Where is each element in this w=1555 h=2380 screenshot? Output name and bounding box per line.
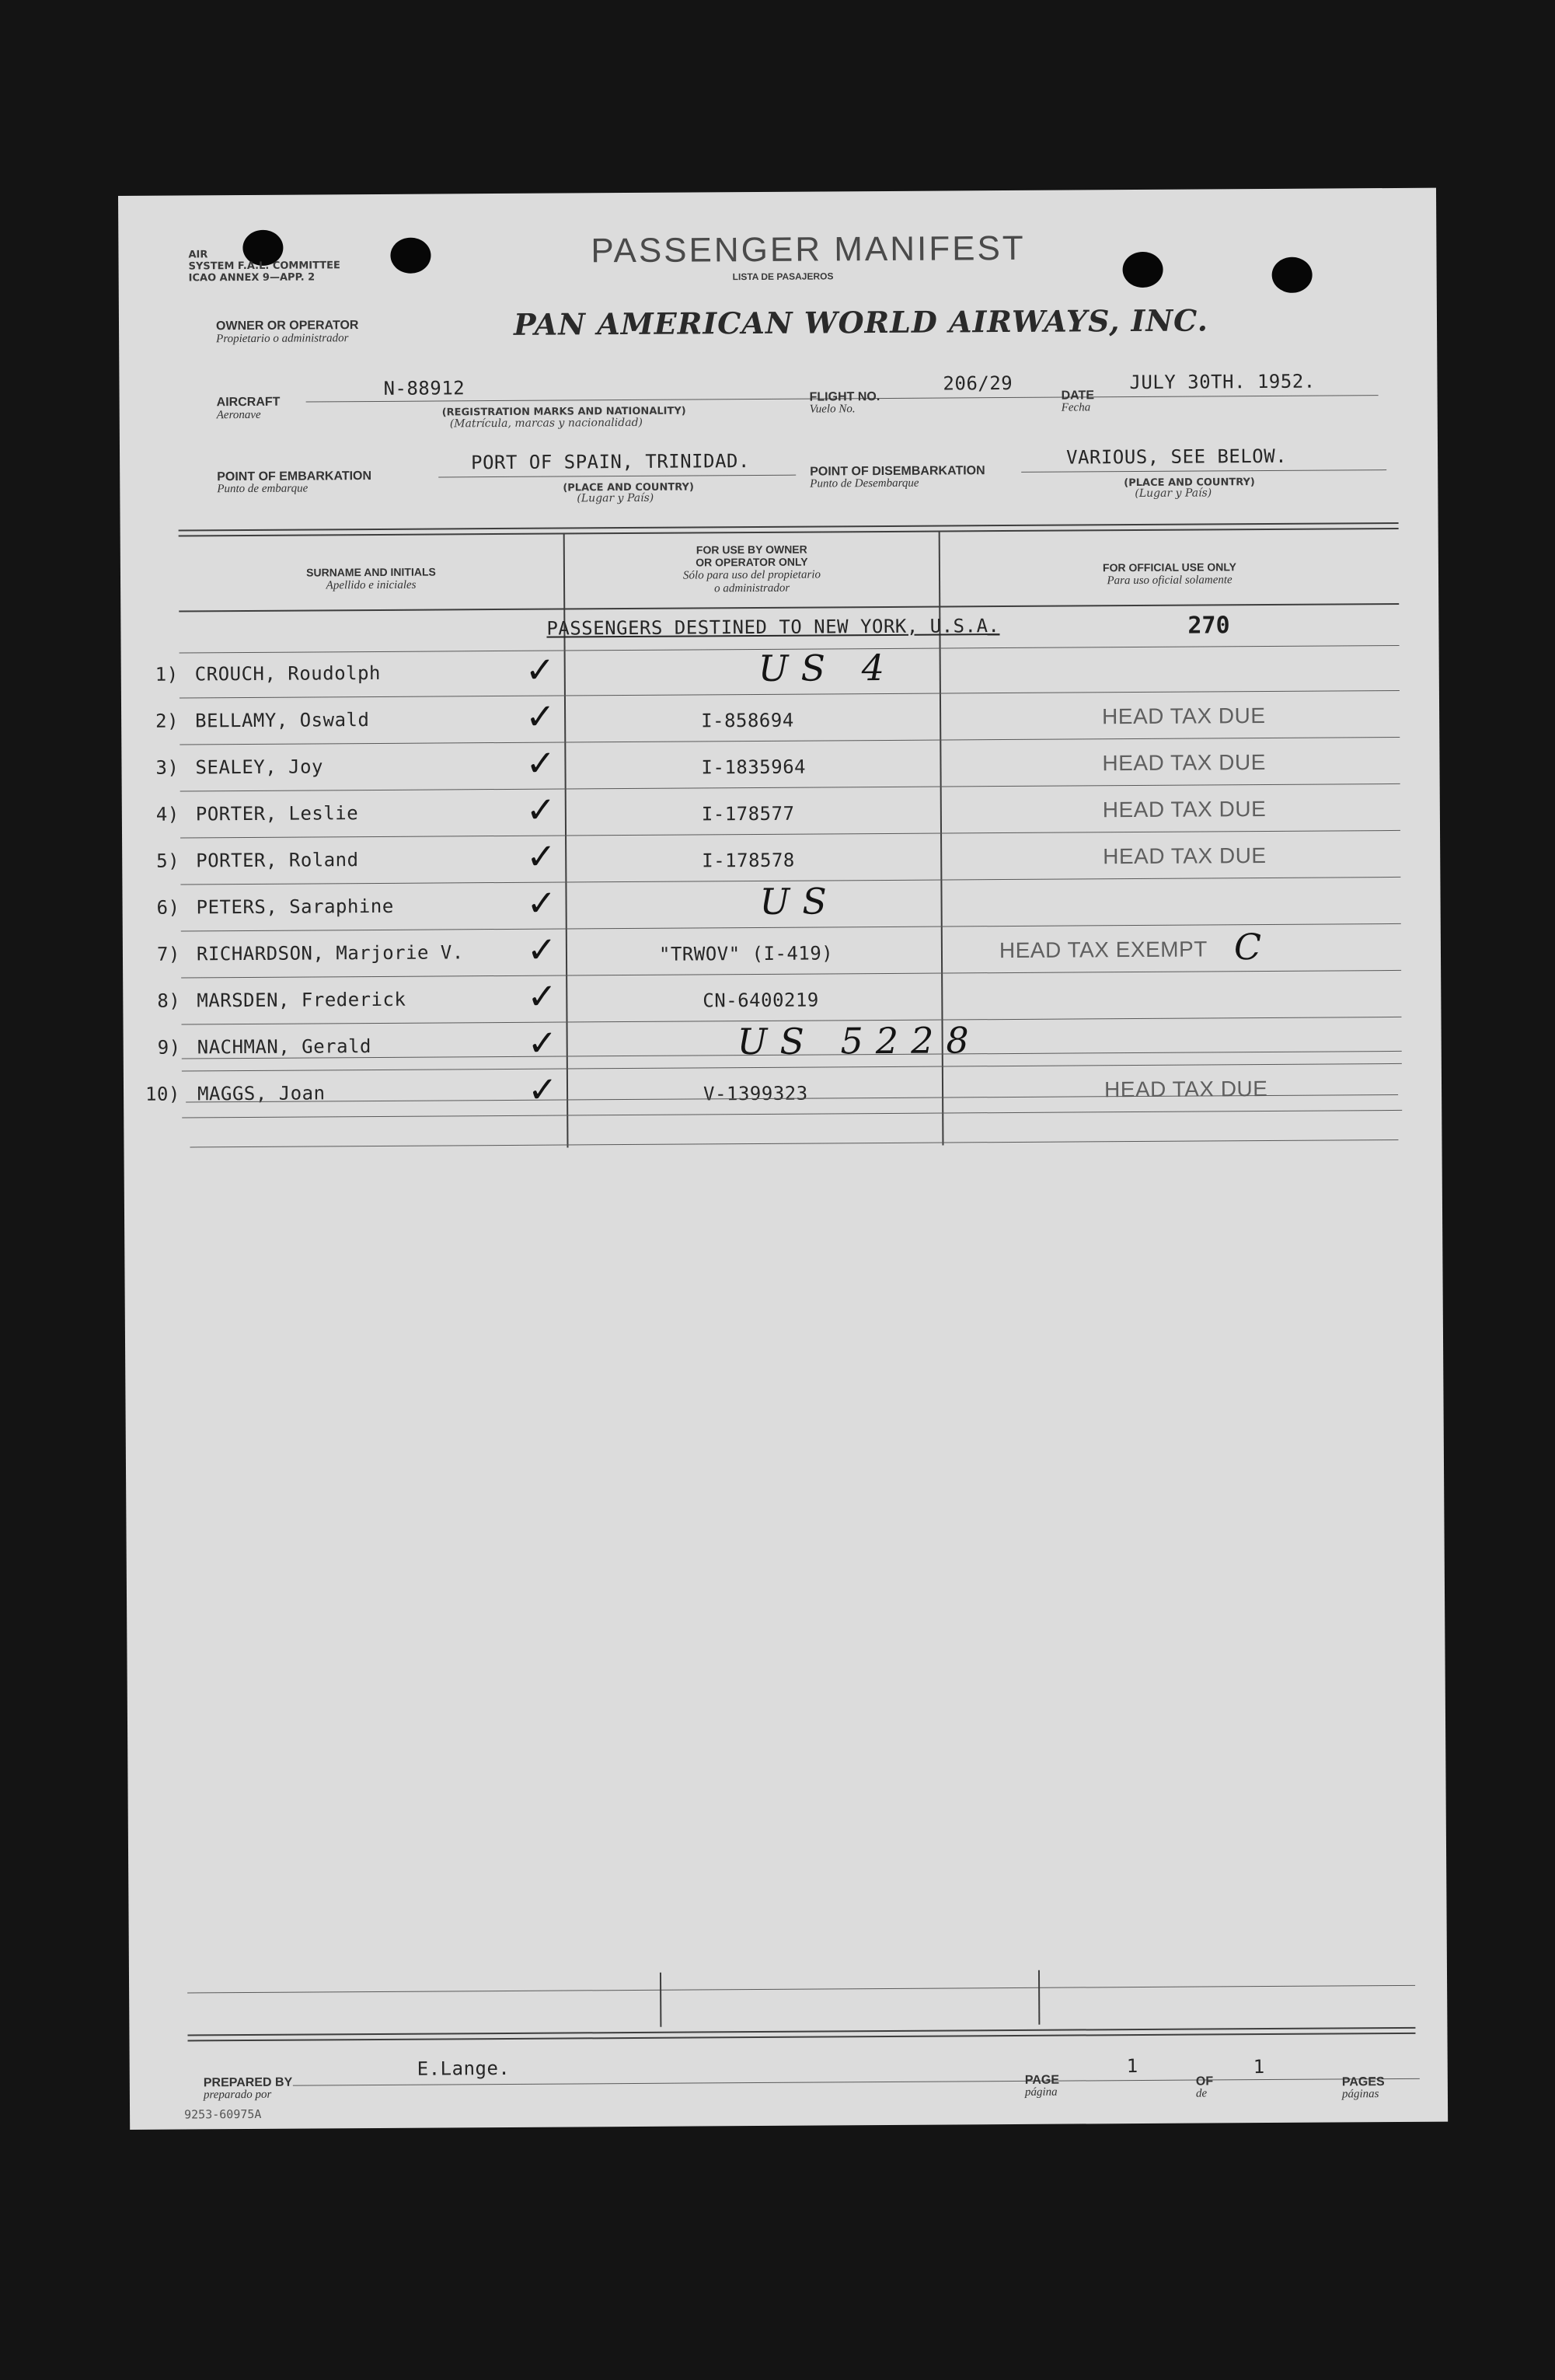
row-rule <box>181 923 1401 932</box>
passenger-name: NACHMAN, Gerald <box>197 1035 372 1059</box>
document-number: CN-6400219 <box>703 989 819 1012</box>
handwritten-note: US <box>759 880 840 923</box>
row-number: 5) <box>156 850 180 872</box>
row-rule <box>182 1063 1402 1072</box>
flight-label-es: Vuelo No. <box>809 403 856 416</box>
check-mark-icon: ✓ <box>525 695 556 738</box>
prepared-by-name: E.Lange. <box>417 2057 511 2080</box>
registration-caption: (REGISTRATION MARKS AND NATIONALITY) <box>441 405 686 419</box>
aircraft-label: AIRCRAFT <box>216 395 281 410</box>
row-number: 3) <box>155 756 180 779</box>
header-owner-use-es-line1: Sólo para uso del propietario <box>682 568 821 582</box>
manifest-sheet <box>118 188 1448 2130</box>
disembarkation-label-es: Punto de Desembarque <box>810 476 919 490</box>
embarkation-label-es: Punto de embarque <box>217 482 309 496</box>
embarkation-label: POINT OF EMBARKATION <box>217 469 372 484</box>
official-count: 270 <box>1187 612 1230 640</box>
row-number: 7) <box>156 943 180 965</box>
total-pages: 1 <box>1253 2056 1265 2078</box>
check-mark-icon: ✓ <box>526 835 556 878</box>
header-owner-use-line2: OR OPERATOR ONLY <box>696 555 808 569</box>
of-label: OF <box>1195 2075 1214 2089</box>
document-number: I-178578 <box>702 849 795 872</box>
disembarkation-label: POINT OF DISEMBARKATION <box>810 464 985 479</box>
head-tax-stamp: HEAD TAX DUE <box>1103 843 1267 869</box>
row-number: 2) <box>155 710 180 732</box>
check-mark-icon: ✓ <box>525 788 556 831</box>
document-number: I-858694 <box>701 709 794 732</box>
check-mark-icon: ✓ <box>527 975 558 1017</box>
passenger-name: RICHARDSON, Marjorie V. <box>196 941 464 965</box>
row-rule <box>182 1110 1402 1118</box>
header-owner-use <box>565 543 939 596</box>
form-subtitle: LISTA DE PASAJEROS <box>732 270 834 283</box>
passenger-name: CROUCH, Roudolph <box>194 661 382 686</box>
head-tax-stamp: HEAD TAX DUE <box>1102 796 1267 822</box>
check-mark-icon: ✓ <box>527 1021 558 1064</box>
check-mark-icon: ✓ <box>525 742 556 784</box>
page-label-es: página <box>1024 2085 1058 2099</box>
disembarkation-caption: (PLACE AND COUNTRY) <box>1124 476 1255 490</box>
header-surname-text-es: Apellido e iniciales <box>326 578 417 592</box>
destination-line: PASSENGERS DESTINED TO NEW YORK, U.S.A. <box>546 615 1000 640</box>
form-reference-line-2: SYSTEM F.A.L. COMMITTEE <box>188 260 340 273</box>
registration-caption-es: (Matrícula, marcas y nacionalidad) <box>449 416 643 431</box>
passenger-name: SEALEY, Joy <box>195 756 324 779</box>
prepared-by-label: PREPARED BY <box>203 2075 293 2090</box>
page-number: 1 <box>1126 2055 1138 2078</box>
embarkation-point: PORT OF SPAIN, TRINIDAD. <box>471 450 750 474</box>
passenger-name: PORTER, Roland <box>196 849 359 872</box>
date-label: DATE <box>1061 389 1095 403</box>
aircraft-label-es: Aeronave <box>216 408 261 422</box>
passenger-name: BELLAMY, Oswald <box>195 709 370 732</box>
header-official-use <box>940 560 1399 588</box>
form-reference-line-3: ICAO ANNEX 9—APP. 2 <box>188 271 316 284</box>
head-tax-stamp: HEAD TAX DUE <box>1102 749 1266 776</box>
row-number: 1) <box>155 663 179 686</box>
row-number: 6) <box>156 896 180 919</box>
row-rule <box>180 783 1400 792</box>
header-official-use-text: FOR OFFICIAL USE ONLY <box>1102 560 1236 574</box>
page-label: PAGE <box>1024 2073 1060 2087</box>
punch-hole <box>1272 257 1313 293</box>
handwritten-note: US 5228 <box>737 1019 981 1063</box>
form-code: 9253-60975A <box>184 2106 262 2122</box>
flight-number: 206/29 <box>943 372 1013 395</box>
passenger-name: MARSDEN, Frederick <box>197 988 406 1012</box>
check-mark-icon: ✓ <box>526 881 557 924</box>
disembarkation-caption-es: (Lugar y País) <box>1135 487 1212 501</box>
pages-label: PAGES <box>1341 2075 1385 2089</box>
head-tax-stamp: HEAD TAX EXEMPT <box>999 937 1208 963</box>
row-number: 4) <box>155 803 180 825</box>
row-rule <box>180 690 1400 699</box>
row-rule <box>180 737 1400 745</box>
passenger-name: MAGGS, Joan <box>197 1082 326 1105</box>
check-mark-icon: ✓ <box>527 1068 558 1111</box>
check-mark-icon: ✓ <box>526 928 557 971</box>
form-title: PASSENGER MANIFEST <box>591 229 1026 270</box>
document-number: V-1399323 <box>703 1082 808 1105</box>
header-official-use-text-es: Para uso oficial solamente <box>1107 574 1232 588</box>
pages-label-es: páginas <box>1341 2088 1379 2101</box>
row-number: 10) <box>145 1083 181 1105</box>
punch-hole <box>1122 252 1163 288</box>
document-number: I-1835964 <box>701 756 807 779</box>
document-number: "TRWOV" (I-419) <box>658 942 834 965</box>
header-surname-text: SURNAME AND INITIALS <box>306 565 436 579</box>
handwritten-note: US 4 <box>758 646 898 689</box>
header-owner-use-es-line2: o administrador <box>713 581 790 595</box>
form-reference-line-1: AIR <box>188 249 208 261</box>
row-rule <box>181 970 1401 979</box>
owner-label: OWNER OR OPERATOR <box>215 319 359 333</box>
of-label-es: de <box>1195 2087 1208 2100</box>
document-number: I-178577 <box>701 802 795 825</box>
row-rule <box>180 830 1400 839</box>
flight-date: JULY 30TH. 1952. <box>1129 370 1316 394</box>
row-number: 9) <box>157 1036 181 1059</box>
head-tax-stamp: HEAD TAX DUE <box>1102 703 1266 729</box>
row-number: 8) <box>157 989 181 1012</box>
passenger-name: PETERS, Saraphine <box>196 895 394 919</box>
header-surname <box>179 565 563 593</box>
prepared-by-label-es: preparado por <box>203 2088 272 2102</box>
punch-hole <box>390 238 431 274</box>
embarkation-caption: (PLACE AND COUNTRY) <box>563 481 694 494</box>
flight-label: FLIGHT NO. <box>809 390 880 404</box>
check-mark-icon: ✓ <box>525 648 556 691</box>
airline-name: PAN AMERICAN WORLD AIRWAYS, INC. <box>513 302 1209 342</box>
head-tax-stamp: HEAD TAX DUE <box>1103 1076 1268 1102</box>
owner-label-es: Propietario o administrador <box>216 332 349 346</box>
embarkation-caption-es: (Lugar y País) <box>577 491 654 505</box>
passenger-name: PORTER, Leslie <box>195 802 359 825</box>
header-owner-use-line1: FOR USE BY OWNER <box>696 543 807 557</box>
handwritten-official-mark: C <box>1233 926 1262 968</box>
disembarkation-point: VARIOUS, SEE BELOW. <box>1065 445 1288 469</box>
aircraft-registration: N-88912 <box>383 377 465 400</box>
date-label-es: Fecha <box>1061 401 1091 414</box>
